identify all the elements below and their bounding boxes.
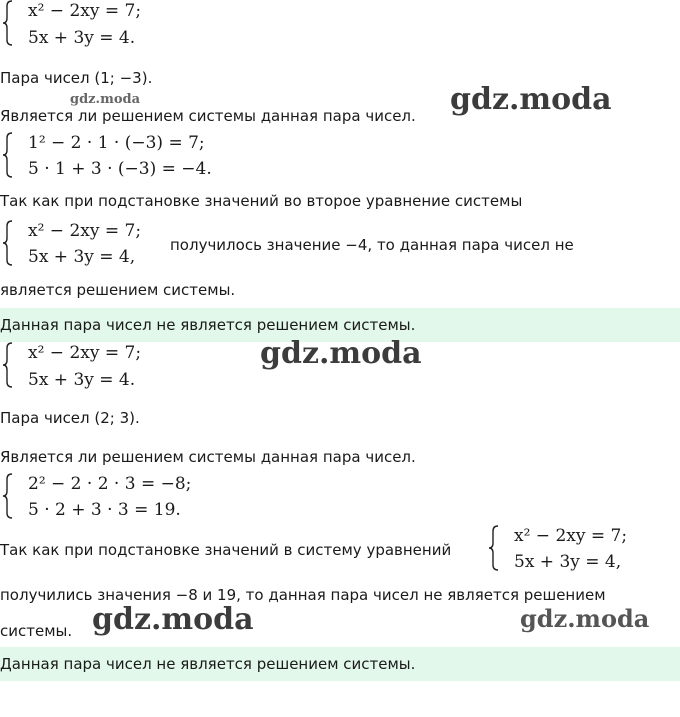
conclusion-system-1 <box>2 220 172 268</box>
system-2-eq-1: x² − 2xy = 7; <box>28 343 142 363</box>
brace-icon <box>2 132 14 178</box>
check-system-1-eq-1: 1² − 2 · 1 · (−3) = 7; <box>28 133 205 153</box>
conclusion-2-line-1: Так как при подстановке значений в систему уравнений <box>0 541 452 559</box>
watermark-small: gdz.moda <box>70 92 141 107</box>
conclusion-1-after: получилось значение −4, то данная пара чисел не <box>170 236 574 254</box>
watermark-4: gdz.moda <box>520 604 650 633</box>
question-1: Является ли решением системы данная пара чисел. <box>0 107 416 125</box>
check-system-2-eq-1: 2² − 2 · 2 · 3 = −8; <box>28 474 192 494</box>
system-1-eq-1: x² − 2xy = 7; <box>28 1 142 21</box>
pair-text-2: Пара чисел (2; 3). <box>0 409 140 427</box>
brace-icon <box>2 0 14 46</box>
conclusion-system-1-eq-2: 5x + 3y = 4, <box>28 247 136 267</box>
system-1-eq-2: 5x + 3y = 4. <box>28 28 136 48</box>
system-2 <box>2 342 202 390</box>
conclusion-system-2-eq-1: x² − 2xy = 7; <box>514 526 628 546</box>
check-system-1 <box>2 132 302 180</box>
conclusion-1-line-2: является решением системы. <box>0 281 236 299</box>
check-system-2-eq-2: 5 · 2 + 3 · 3 = 19. <box>28 500 181 520</box>
watermark-2: gdz.moda <box>260 336 422 371</box>
brace-icon <box>488 525 500 571</box>
conclusion-2-line-3: системы. <box>0 622 73 640</box>
brace-icon <box>2 220 14 266</box>
conclusion-2-line-2: получились значения −8 и 19, то данная пара чисел не является решением <box>0 586 606 604</box>
watermark-3: gdz.moda <box>92 602 254 637</box>
watermark-1: gdz.moda <box>450 82 612 117</box>
conclusion-1-line-1: Так как при подстановке значений во второе уравнение системы <box>0 192 523 210</box>
check-system-1-eq-2: 5 · 1 + 3 · (−3) = −4. <box>28 159 212 179</box>
system-1 <box>2 0 202 48</box>
conclusion-system-1-eq-1: x² − 2xy = 7; <box>28 221 142 241</box>
answer-2: Данная пара чисел не является решением системы. <box>0 647 680 681</box>
brace-icon <box>2 473 14 519</box>
conclusion-system-2 <box>488 525 678 573</box>
answer-1: Данная пара чисел не является решением системы. <box>0 308 680 342</box>
conclusion-system-2-eq-2: 5x + 3y = 4, <box>514 552 622 572</box>
check-system-2 <box>2 473 302 521</box>
question-2: Является ли решением системы данная пара чисел. <box>0 448 416 466</box>
system-2-eq-2: 5x + 3y = 4. <box>28 370 136 390</box>
brace-icon <box>2 342 14 388</box>
pair-text-1: Пара чисел (1; −3). <box>0 69 153 87</box>
